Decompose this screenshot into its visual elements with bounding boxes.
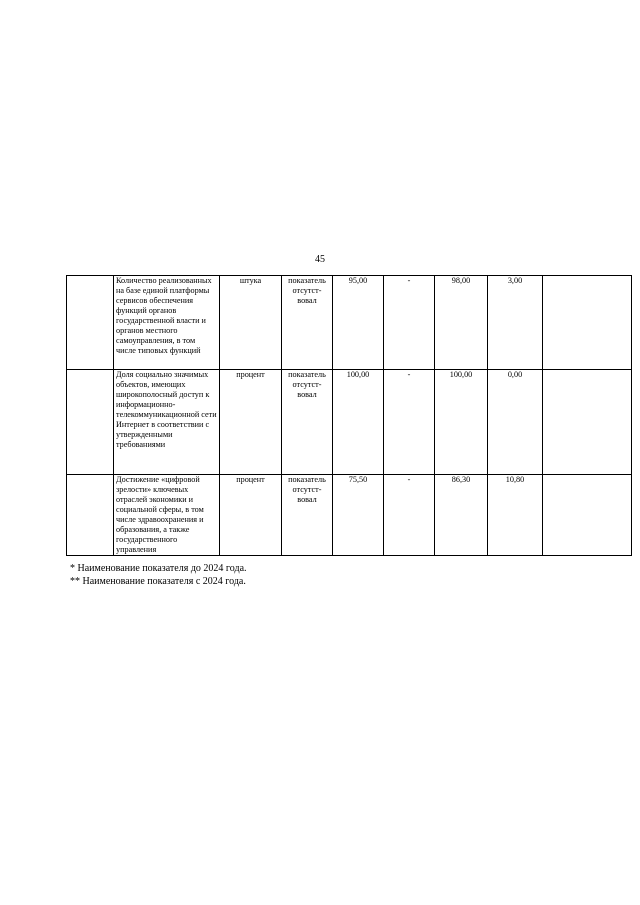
value-cell [543, 276, 632, 370]
value-cell: 95,00 [333, 276, 384, 370]
unit-cell: процент [220, 370, 282, 475]
footnote-1: * Наименование показателя до 2024 года. [70, 563, 247, 574]
base-value-cell: показатель отсутст-вовал [282, 276, 333, 370]
base-value-cell: показатель отсутст-вовал [282, 475, 333, 556]
indicator-name: Достижение «цифровой зрелости» ключевых отраслей экономики и социальной сферы, в том числе здравоохранения и образования, а также государственного управления [114, 475, 220, 556]
value-cell [543, 370, 632, 475]
table-cell-empty [67, 475, 114, 556]
value-cell: 100,00 [435, 370, 488, 475]
value-cell: - [384, 370, 435, 475]
footnote-2: ** Наименование показателя с 2024 года. [70, 576, 246, 587]
table-cell-empty [67, 276, 114, 370]
unit-cell: штука [220, 276, 282, 370]
indicator-name: Доля социально значимых объектов, имеющих широкополосный доступ к информационно-телекоммуникационной сети Интернет в соответствии с утвержденными требованиями [114, 370, 220, 475]
unit-cell: процент [220, 475, 282, 556]
value-cell: 10,80 [488, 475, 543, 556]
footnotes [70, 562, 247, 588]
table-row [67, 370, 632, 475]
table-cell-empty [67, 370, 114, 475]
base-value-cell: показатель отсутст-вовал [282, 370, 333, 475]
value-cell: 98,00 [435, 276, 488, 370]
value-cell: 0,00 [488, 370, 543, 475]
indicators-table [66, 275, 632, 556]
value-cell: 100,00 [333, 370, 384, 475]
value-cell: - [384, 475, 435, 556]
table-row [67, 276, 632, 370]
table-row [67, 475, 632, 556]
value-cell [543, 475, 632, 556]
value-cell: - [384, 276, 435, 370]
page-number: 45 [315, 254, 325, 265]
indicator-name: Количество реализованных на базе единой платформы сервисов обеспечения функций органов государственной власти и органов местного самоуправления, в том числе типовых функций [114, 276, 220, 370]
value-cell: 3,00 [488, 276, 543, 370]
value-cell: 75,50 [333, 475, 384, 556]
value-cell: 86,30 [435, 475, 488, 556]
